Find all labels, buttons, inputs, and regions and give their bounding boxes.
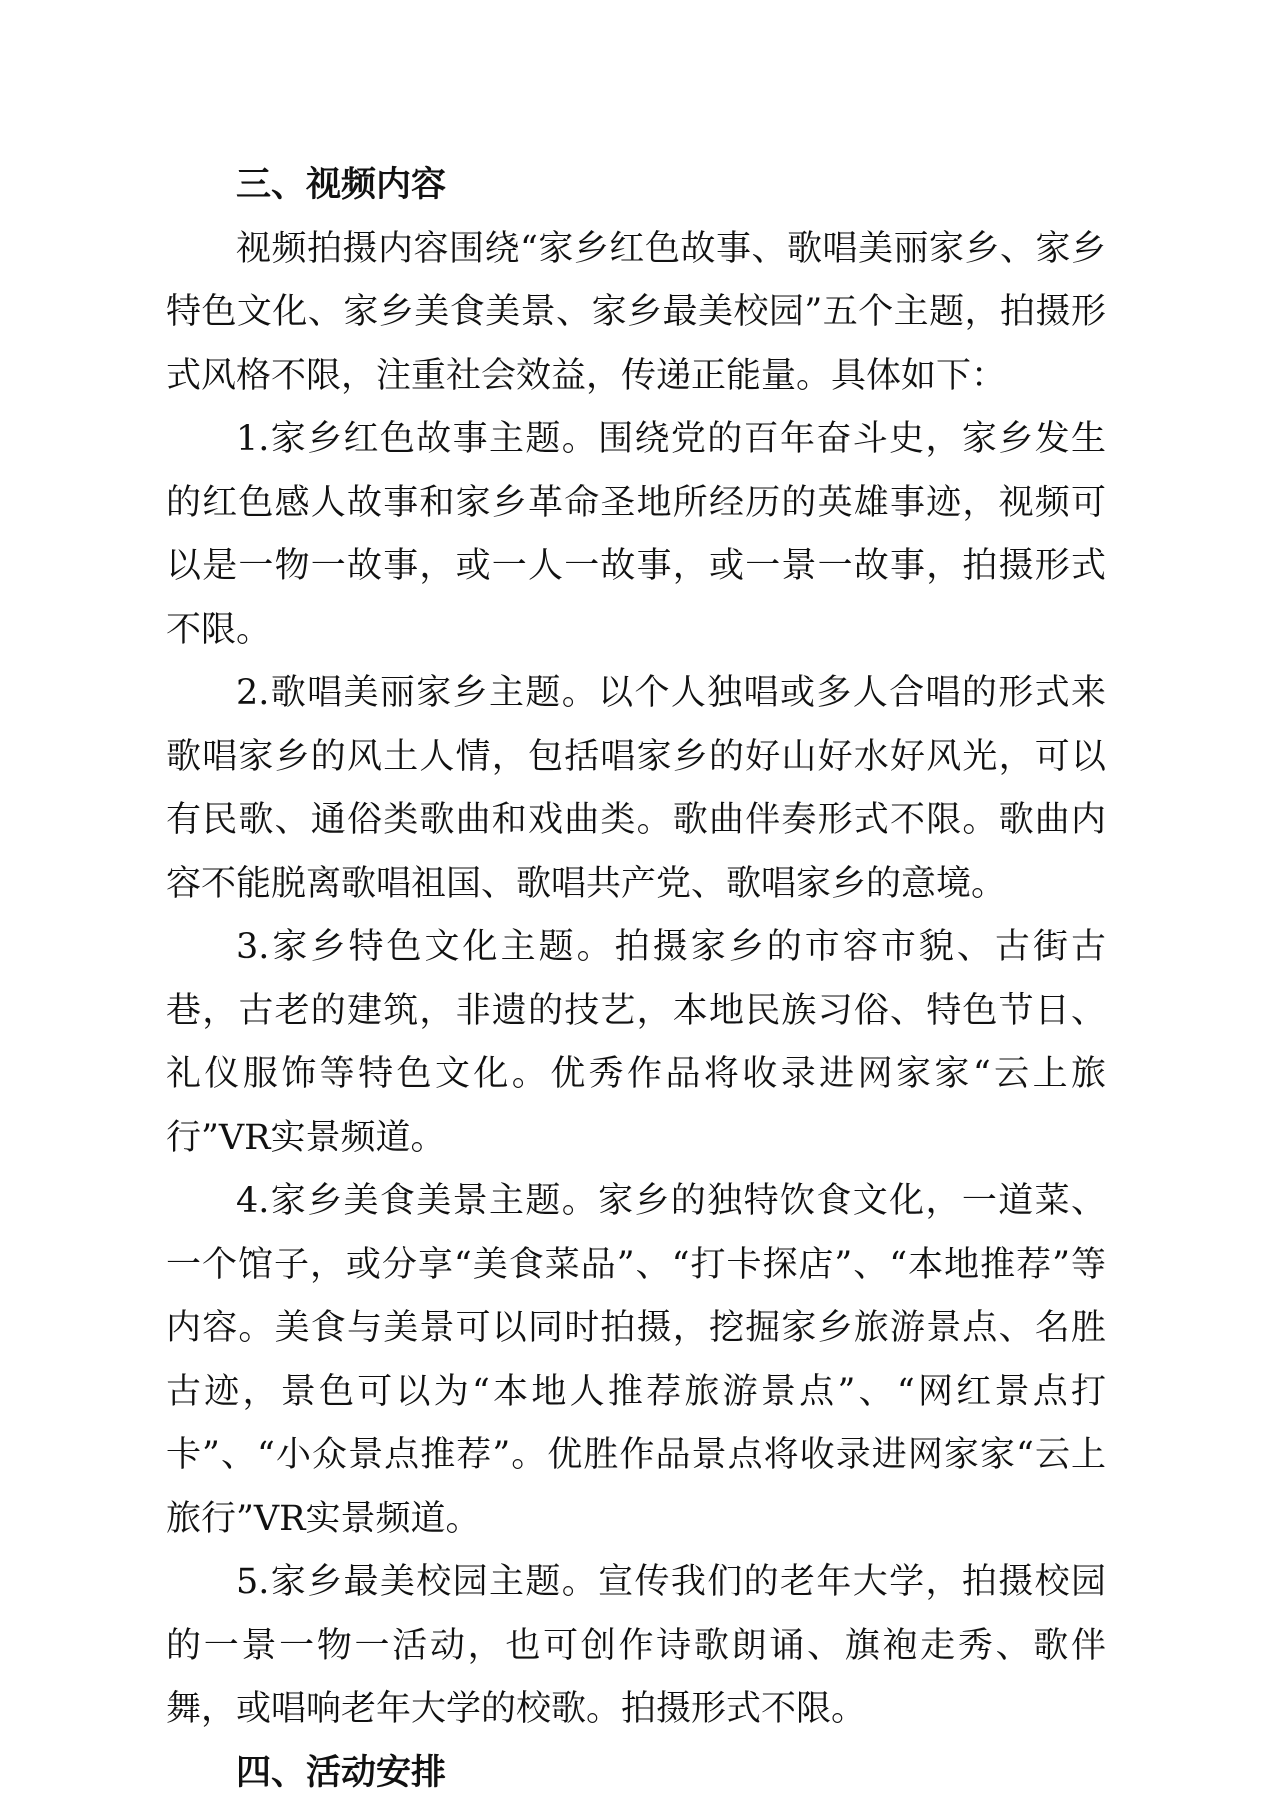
document-body [166,154,1106,1805]
theme-item-red-stories: 1.家乡红色故事主题。围绕党的百年奋斗史，家乡发生的红色感人故事和家乡革命圣地所经历的英雄事迹，视频可以是一物一故事，或一人一故事，或一景一故事，拍摄形式不限。 [166,408,1106,662]
intro-paragraph: 视频拍摄内容围绕“家乡红色故事、歌唱美丽家乡、家乡特色文化、家乡美食美景、家乡最美校园”五个主题，拍摄形式风格不限，注重社会效益，传递正能量。具体如下： [166,218,1106,409]
theme-item-sing-hometown: 2.歌唱美丽家乡主题。以个人独唱或多人合唱的形式来歌唱家乡的风土人情，包括唱家乡的好山好水好风光，可以有民歌、通俗类歌曲和戏曲类。歌曲伴奏形式不限。歌曲内容不能脱离歌唱祖国、歌唱共产党、歌唱家乡的意境。 [166,662,1106,916]
theme-item-culture: 3.家乡特色文化主题。拍摄家乡的市容市貌、古街古巷，古老的建筑，非遗的技艺，本地民族习俗、特色节日、礼仪服饰等特色文化。优秀作品将收录进网家家“云上旅行”VR实景频道。 [166,916,1106,1170]
theme-item-food-scenery: 4.家乡美食美景主题。家乡的独特饮食文化，一道菜、一个馆子，或分享“美食菜品”、“打卡探店”、“本地推荐”等内容。美食与美景可以同时拍摄，挖掘家乡旅游景点、名胜古迹，景色可以为“本地人推荐旅游景点”、“网红景点打卡”、“小众景点推荐”。优胜作品景点将收录进网家家“云上旅行”VR实景频道。 [166,1170,1106,1551]
section-heading-video-content: 三、视频内容 [166,154,1106,218]
section-heading-activity-arrangement: 四、活动安排 [166,1742,1106,1805]
theme-item-campus: 5.家乡最美校园主题。宣传我们的老年大学，拍摄校园的一景一物一活动，也可创作诗歌朗诵、旗袍走秀、歌伴舞，或唱响老年大学的校歌。拍摄形式不限。 [166,1551,1106,1742]
